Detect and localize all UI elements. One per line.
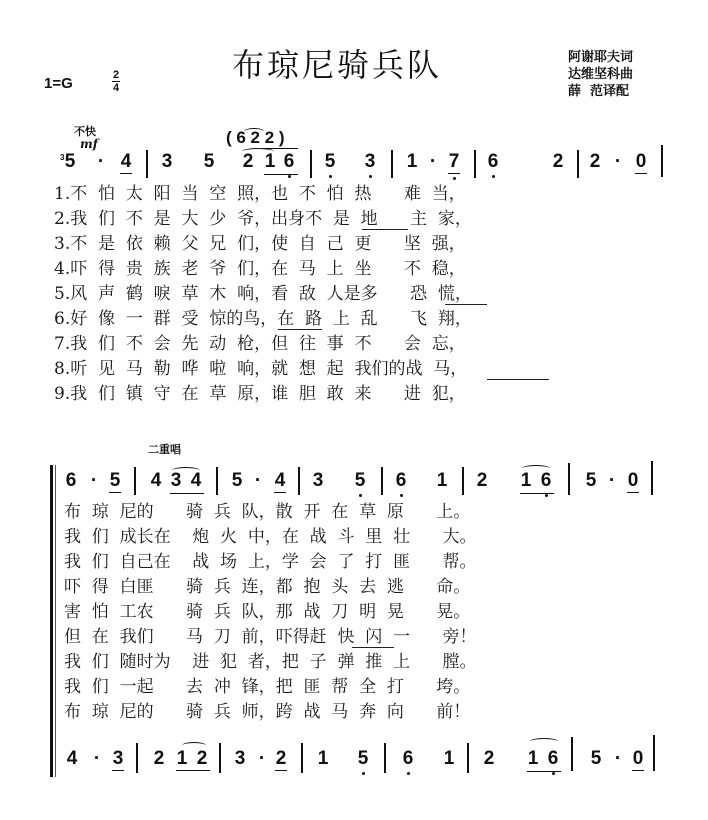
lyric-line: 我 们 随时为 进 犯 者，把 子 弹 推 上 膛。 [64, 652, 477, 672]
lyric-line: 3.不 是 依 赖 父 兄 们，使 自 己 更 坚 强， [54, 234, 466, 254]
note: 4 [274, 470, 286, 491]
note: 3 [362, 152, 378, 172]
dot: · [254, 470, 262, 491]
note: 4 [150, 470, 162, 491]
lyric-underline [352, 647, 394, 648]
barline [219, 743, 221, 773]
song-title: 布琼尼骑兵队 [232, 46, 443, 84]
note: 3 [170, 470, 182, 491]
lyric-line: 1.不 怕 太 阳 当 空 照，也 不 怕 热 难 当， [54, 184, 466, 204]
lyric-line: 我 们 成长在 炮 火 中，在 战 斗 里 壮 大。 [64, 527, 477, 547]
composer-credit: 达维坚科曲 [568, 67, 634, 82]
dot: · [93, 748, 101, 769]
note: 5 [203, 151, 215, 172]
note: 4 [190, 470, 202, 491]
note: 5 [64, 151, 76, 172]
rest: 0 [627, 470, 639, 491]
note: 2 [275, 748, 287, 769]
note: 5 [355, 749, 371, 769]
note: 5 [231, 470, 243, 491]
lyric-underline [445, 304, 487, 305]
barline [310, 150, 312, 178]
barline [216, 467, 218, 495]
note: 1 [436, 470, 448, 491]
dot: · [614, 748, 622, 769]
credits [568, 49, 633, 100]
lyric-line: 害 怕 工农 骑 兵 队，那 战 刀 明 晃 晃。 [64, 602, 471, 622]
lyricist-credit: 阿谢耶夫词 [568, 50, 634, 65]
beam [520, 493, 554, 494]
note: 6 [65, 470, 77, 491]
barline [653, 735, 655, 771]
slur [530, 738, 558, 745]
note: 5 [352, 471, 368, 491]
system-bracket-inner [55, 465, 56, 777]
rest: 0 [632, 748, 644, 769]
note: 3 [112, 748, 124, 769]
note: 2 [242, 151, 254, 172]
translator-credit: 薛 范译配 [568, 84, 630, 99]
barline [381, 467, 383, 495]
lyric-line: 吓 得 白匪 骑 兵 连，都 抱 头 去 逃 命。 [64, 577, 471, 597]
time-signature [112, 69, 120, 94]
note: 1 [317, 748, 329, 769]
rest: 0 [635, 151, 647, 172]
note: 1 [264, 151, 276, 172]
note: 2 [476, 470, 488, 491]
note: 5 [322, 152, 338, 172]
lyric-underline [362, 229, 408, 230]
note: 6 [393, 471, 409, 491]
time-signature-bottom: 4 [112, 82, 120, 94]
note: 2 [153, 748, 165, 769]
lyric-line: 7.我 们 不 会 先 动 枪，但 往 事 不 会 忘， [54, 334, 466, 354]
section-label: 二重唱 [148, 443, 181, 456]
barline [568, 463, 570, 495]
note: 6 [400, 749, 416, 769]
note: 3 [312, 470, 324, 491]
note: 6 [545, 749, 561, 769]
ossia-notes: ( 6 2 2 ) [226, 128, 285, 147]
dot: · [429, 151, 437, 172]
ossia-slur [244, 128, 264, 135]
time-signature-top: 2 [112, 69, 120, 81]
lyric-line: 2.我 们 不 是 大 少 爷，出身不 是 地 主 家， [54, 209, 472, 229]
lyric-line: 我 们 自己在 战 场 上，学 会 了 打 匪 帮。 [64, 552, 477, 572]
note: 4 [66, 748, 78, 769]
note: 2 [483, 748, 495, 769]
lyric-line: 6.好 像 一 群 受 惊的鸟，在 路 上 乱 飞 翔， [54, 309, 472, 329]
dot: · [614, 151, 622, 172]
note: 1 [406, 151, 418, 172]
note: 7 [446, 152, 462, 172]
lyric-line: 8.听 见 马 勒 哗 啦 响，就 想 起 我们的战 马， [54, 359, 468, 379]
beam [176, 770, 210, 771]
note: 2 [196, 748, 208, 769]
dynamic-marking: mf [80, 137, 98, 151]
note: 4 [120, 151, 132, 172]
lyric-line: 9.我 们 镇 守 在 草 原，谁 胆 敢 来 进 犯， [54, 384, 466, 404]
barline [391, 150, 393, 178]
barline [651, 461, 653, 495]
barline [467, 743, 469, 773]
note: 1 [443, 748, 455, 769]
note: 2 [589, 151, 601, 172]
lyric-line: 我 们 一起 去 冲 锋，把 匪 帮 全 打 垮。 [64, 677, 471, 697]
lyric-underline [487, 379, 549, 380]
dot: · [608, 470, 616, 491]
lyric-line: 布 琼 尼的 骑 兵 队，散 开 在 草 原 上。 [64, 502, 471, 522]
dot: · [258, 748, 266, 769]
note: 5 [585, 470, 597, 491]
barline [146, 150, 148, 178]
barline [571, 737, 573, 771]
barline [298, 467, 300, 495]
barline [462, 467, 464, 495]
lyric-line: 4.吓 得 贵 族 老 爷 们，在 马 上 坐 不 稳， [54, 259, 466, 279]
note: 3 [161, 151, 173, 172]
beam [170, 493, 204, 494]
lyric-line: 布 琼 尼的 骑 兵 师，跨 战 马 奔 向 前！ [64, 702, 471, 722]
lyric-underline [278, 329, 322, 330]
note: 5 [109, 470, 121, 491]
grace-note: 3 [60, 153, 65, 162]
beam [264, 174, 298, 175]
system-bracket [50, 465, 53, 777]
dot: · [90, 470, 98, 491]
key-signature: 1=G [44, 75, 73, 92]
barline [134, 467, 136, 495]
beam [527, 771, 561, 772]
note: 1 [176, 748, 188, 769]
lyric-line: 但 在 我们 马 刀 前，吓得赶 快 闪 一 旁！ [64, 627, 477, 647]
note: 6 [538, 471, 554, 491]
barline [661, 145, 663, 177]
barline [474, 150, 476, 178]
tempo-marking: 不快 [74, 125, 96, 138]
note: 3 [234, 748, 246, 769]
barline [136, 743, 138, 773]
barline [577, 150, 579, 178]
barline [301, 743, 303, 773]
note: 6 [485, 152, 501, 172]
note: 1 [527, 748, 539, 769]
barline [384, 743, 386, 773]
note: 2 [552, 151, 564, 172]
dot: · [97, 151, 105, 172]
lyric-line: 5.风 声 鹤 唳 草 木 响，看 敌 人是多 恐 慌， [54, 284, 472, 304]
note: 6 [281, 152, 297, 172]
note: 5 [590, 748, 602, 769]
note: 1 [520, 470, 532, 491]
